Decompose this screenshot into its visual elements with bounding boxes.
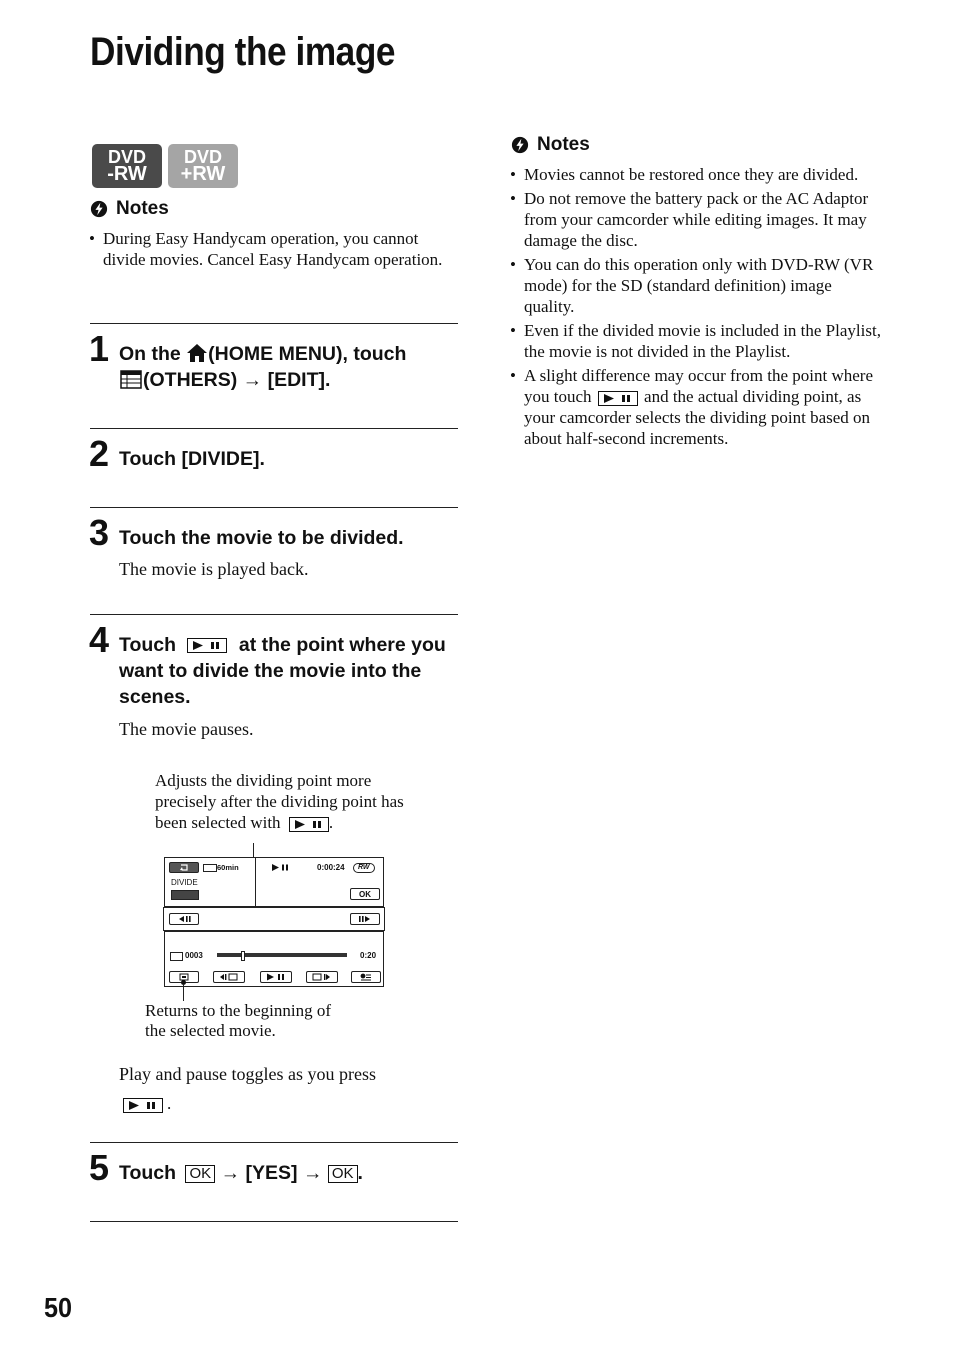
toggle-note: Play and pause toggles as you press [119,1064,376,1084]
play-pause-icon [289,817,329,832]
callout-line: Adjusts the dividing point more [155,771,372,790]
step-text-part: On the [119,343,181,365]
list-item: • You can do this operation only with DVD-RW (VR mode) for the SD (standard definition) image quality. [510,254,882,317]
film-icon [170,952,183,961]
frame-forward-button[interactable] [350,913,380,925]
step-text-part: (HOME MENU), touch [208,343,407,365]
arrow: → [302,1162,323,1184]
frame-back-button[interactable] [169,913,199,925]
badge-line1: DVD [183,147,222,167]
callout-line-bottom [183,984,184,1001]
step-number: 1 [89,328,110,369]
divider [90,1221,458,1222]
duration: 0:20 [360,951,377,960]
play-pause-icon [261,972,291,982]
list-item-text: A slight difference may occur from the point where you touch [524,366,874,406]
ok-box-icon: OK [328,1165,358,1183]
step-4-subtext: The movie pauses. [119,719,254,739]
step-number: 4 [89,619,110,660]
next-point-button[interactable] [306,971,338,983]
step-text-part: Touch [119,634,177,656]
divider [90,428,458,429]
right-notes-list [510,164,882,452]
step-2-text: Touch [DIVIDE]. [119,448,265,470]
step-text-part: . [357,1162,363,1184]
list-item: • Even if the divided movie is included in the Playlist, the movie is not divided in the Playlist. [510,320,882,362]
toggle-note-icon-line [123,1093,171,1114]
step-number: 2 [89,433,110,474]
return-icon [170,863,198,872]
divider [90,614,458,615]
step-3-text: Touch the movie to be divided. [119,527,404,549]
battery-icon [203,864,217,872]
progress-handle[interactable] [241,951,245,961]
list-item-text: and the actual dividing point, as your camcorder selects the dividing point based on about half-second increments. [524,387,871,448]
play-pause-indicator-icon [271,863,291,872]
lcd-frame-step-bar [163,907,385,931]
page-title: Dividing the image [90,30,396,74]
play-pause-icon [123,1098,163,1113]
dvd-plus-rw-badge [168,144,238,188]
frame-back-icon [170,914,198,924]
step-5-text [119,1160,459,1186]
step-text-part: [YES] [245,1162,298,1184]
callout-line: been selected with [155,813,281,832]
next-point-icon [307,972,337,982]
right-notes-heading [511,134,590,156]
page-number: 50 [44,1292,73,1323]
step-text-part: [EDIT]. [267,369,331,391]
step-3-subtext: The movie is played back. [119,559,309,579]
notes-icon [90,200,108,218]
disc-icon: RW [353,863,375,873]
hd-sd-icon [171,890,199,900]
home-icon [186,343,208,363]
arrow: → [242,369,263,391]
left-notes-heading [90,198,169,220]
badge-line2: -RW [107,163,147,185]
left-notes-list [89,228,449,273]
badge-line1: DVD [107,147,146,167]
step-4-text [119,632,459,710]
lcd-bottom-panel [164,931,384,987]
progress-bar[interactable] [217,953,347,957]
callout-punct: . [328,813,334,832]
step-text-part: (OTHERS) [143,369,238,391]
scene-number: 0003 [185,951,203,960]
divider [90,1142,458,1143]
prev-point-button[interactable] [213,971,245,983]
list-item: • Movies cannot be restored once they are divided. [510,164,882,185]
step-number: 3 [89,512,110,553]
options-icon [352,972,380,982]
lcd-top-panel [164,857,384,907]
badge-line2: +RW [180,163,226,185]
list-item: • Do not remove the battery pack or the AC Adaptor from your camcorder while editing images. It may damage the disc. [510,188,882,251]
timecode: 0:00:24 [317,863,345,872]
play-pause-button[interactable] [260,971,292,983]
callout-bottom [145,1001,331,1041]
callout-top [155,770,455,833]
options-button[interactable] [351,971,381,983]
callout-line: the selected movie. [145,1021,276,1040]
prev-point-icon [214,972,244,982]
back-button[interactable] [169,862,199,873]
others-icon [119,369,143,389]
divider [90,323,458,324]
notes-icon [511,136,529,154]
step-text-part: at the point where you want to divide the movie into the scenes. [119,634,446,708]
remaining-time: 60min [217,863,239,872]
step-text-part: Touch [119,1162,177,1184]
toggle-note-punct: . [167,1094,172,1113]
arrow: → [220,1162,241,1184]
step-number: 5 [89,1147,110,1188]
list-item [510,365,882,449]
mode-label: DIVIDE [171,878,198,887]
play-pause-icon [187,638,227,653]
dvd-rw-badge [92,144,162,188]
notes-label: Notes [116,198,169,219]
notes-label: Notes [537,134,590,155]
callout-line: Returns to the beginning of [145,1001,332,1020]
divider [90,507,458,508]
ok-box-icon: OK [185,1165,215,1183]
play-pause-icon [598,391,638,406]
callout-line: precisely after the dividing point has [155,792,404,811]
step-1-text [119,341,459,393]
lcd-divider [255,858,256,908]
frame-forward-icon [351,914,379,924]
ok-button[interactable]: OK [350,888,380,900]
list-item: • During Easy Handycam operation, you cannot divide movies. Cancel Easy Handycam operation. [89,228,449,270]
